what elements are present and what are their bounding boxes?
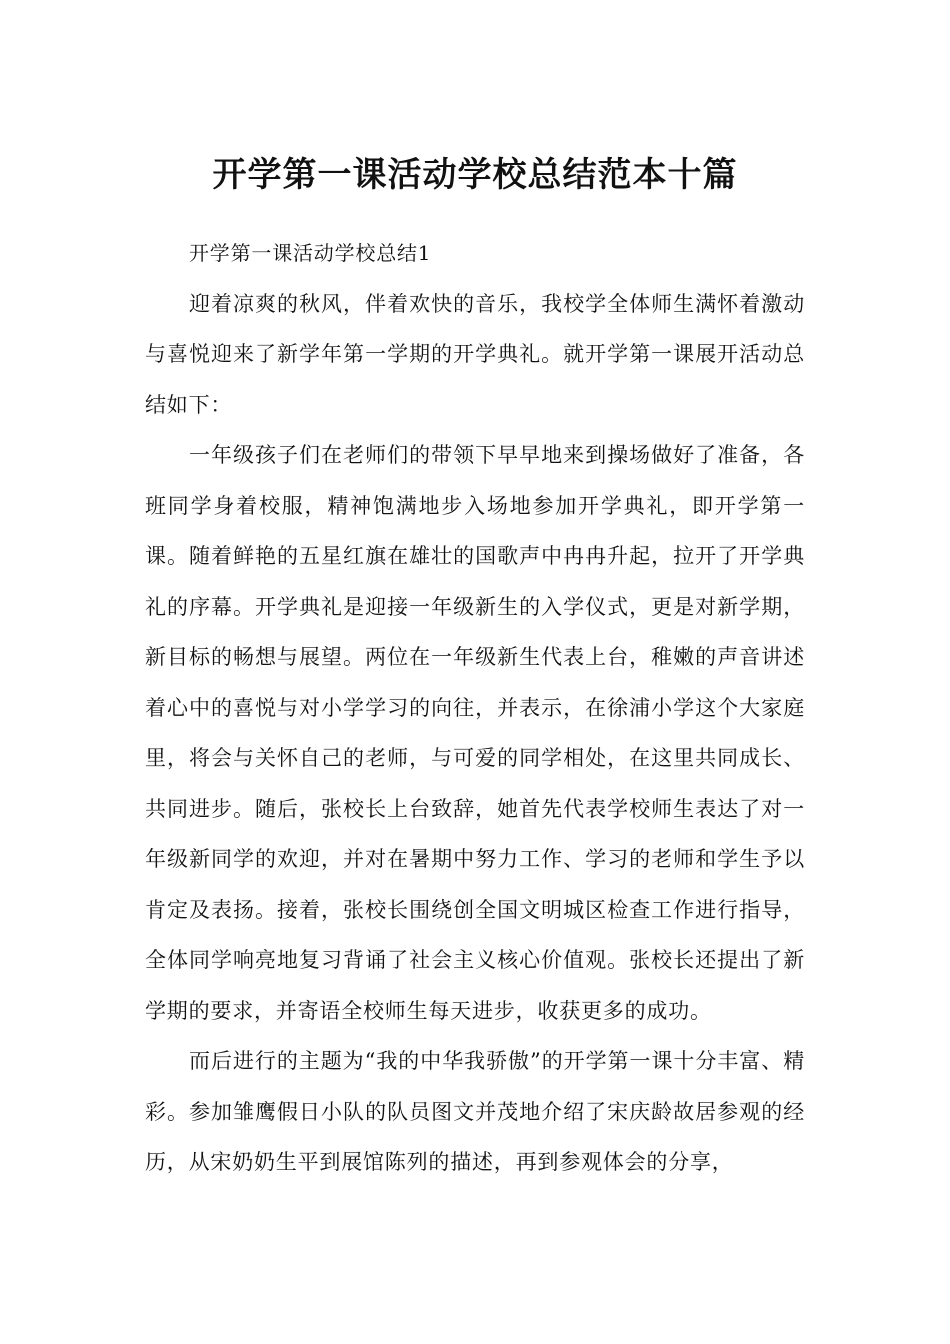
paragraph-1: 迎着凉爽的秋风，伴着欢快的音乐，我校学全体师生满怀着激动与喜悦迎来了新学年第一学期的开学典礼。就开学第一课展开活动总结如下： — [145, 291, 805, 417]
document-body — [145, 228, 805, 1188]
paragraph-3: 而后进行的主题为“我的中华我骄傲”的开学第一课十分丰富、精彩。参加雏鹰假日小队的队员图文并茂地介绍了宋庆龄故居参观的经历，从宋奶奶生平到展馆陈列的描述，再到参观体会的分享， — [145, 1049, 805, 1174]
document-title: 开学第一课活动学校总结范本十篇 — [212, 154, 738, 195]
section-heading: 开学第一课活动学校总结1 — [189, 241, 432, 265]
paragraph-2: 一年级孩子们在老师们的带领下早早地来到操场做好了准备，各班同学身着校服，精神饱满地步入场地参加开学典礼，即开学第一课。随着鲜艳的五星红旗在雄壮的国歌声中冉冉升起，拉开了开学典礼的序幕。开学典礼是迎接一年级新生的入学仪式，更是对新学期，新目标的畅想与展望。两位在一年级新生代表上台，稚嫩的声音讲述着心中的喜悦与对小学学习的向往，并表示，在徐浦小学这个大家庭里，将会与关怀自己的老师，与可爱的同学相处，在这里共同成长、共同进步。随后，张校长上台致辞，她首先代表学校师生表达了对一年级新同学的欢迎，并对在暑期中努力工作、学习的老师和学生予以肯定及表扬。接着，张校长围绕创全国文明城区检查工作进行指导，全体同学响亮地复习背诵了社会主义核心价值观。张校长还提出了新学期的要求，并寄语全校师生每天进步，收获更多的成功。 — [145, 443, 805, 1023]
